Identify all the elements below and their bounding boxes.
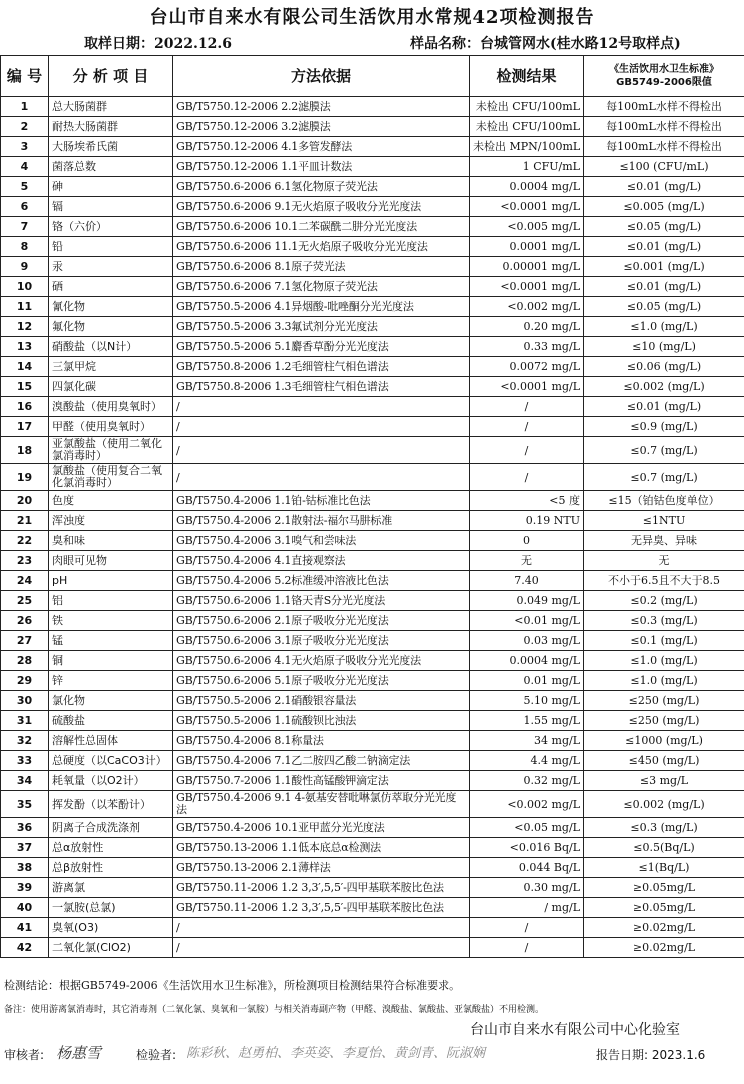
row-number: 6	[1, 197, 49, 217]
row-item: 汞	[49, 257, 173, 277]
row-number: 29	[1, 671, 49, 691]
table-row	[1, 651, 744, 671]
row-number: 32	[1, 731, 49, 751]
row-number: 24	[1, 571, 49, 591]
row-limit: 每100mL水样不得检出	[584, 117, 744, 137]
row-limit: ≤0.2 (mg/L)	[584, 591, 744, 611]
row-limit: ≤1NTU	[584, 511, 744, 531]
row-method: GB/T5750.12-2006 1.1平皿计数法	[173, 157, 470, 177]
row-result: /	[470, 464, 584, 491]
row-result: <0.0001 mg/L	[470, 277, 584, 297]
row-method: GB/T5750.6-2006 2.1原子吸收分光光度法	[173, 611, 470, 631]
table-row	[1, 571, 744, 591]
row-result: 0.20 mg/L	[470, 317, 584, 337]
table-row	[1, 818, 744, 838]
row-method: /	[173, 437, 470, 464]
table-row	[1, 217, 744, 237]
row-method: GB/T5750.6-2006 3.1原子吸收分光光度法	[173, 631, 470, 651]
row-method: /	[173, 464, 470, 491]
row-number: 8	[1, 237, 49, 257]
row-method: GB/T5750.5-2006 3.3氟试剂分光光度法	[173, 317, 470, 337]
row-result: 0.00001 mg/L	[470, 257, 584, 277]
row-result: <0.0001 mg/L	[470, 197, 584, 217]
row-result: <0.016 Bq/L	[470, 838, 584, 858]
table-row	[1, 97, 744, 117]
row-limit: ≤0.01 (mg/L)	[584, 177, 744, 197]
table-row	[1, 731, 744, 751]
row-method: GB/T5750.13-2006 1.1低本底总α检测法	[173, 838, 470, 858]
row-item: 锌	[49, 671, 173, 691]
reviewer-signature: 杨惠雪	[56, 1044, 102, 1062]
row-limit: ≤0.06 (mg/L)	[584, 357, 744, 377]
row-item: 肉眼可见物	[49, 551, 173, 571]
row-method: GB/T5750.5-2006 2.1硝酸银容量法	[173, 691, 470, 711]
row-limit: 不小于6.5且不大于8.5	[584, 571, 744, 591]
header-result: 检测结果	[470, 56, 584, 97]
row-method: GB/T5750.4-2006 5.2标准缓冲溶液比色法	[173, 571, 470, 591]
row-number: 2	[1, 117, 49, 137]
table-row	[1, 551, 744, 571]
table-row	[1, 751, 744, 771]
row-number: 30	[1, 691, 49, 711]
row-number: 28	[1, 651, 49, 671]
row-number: 27	[1, 631, 49, 651]
table-row	[1, 277, 744, 297]
row-number: 33	[1, 751, 49, 771]
row-limit: ≤0.3 (mg/L)	[584, 611, 744, 631]
row-result: 未检出 CFU/100mL	[470, 97, 584, 117]
row-result: 7.40	[470, 571, 584, 591]
row-limit: ≥0.05mg/L	[584, 878, 744, 898]
row-item: 色度	[49, 491, 173, 511]
table-row	[1, 531, 744, 551]
row-limit: ≤0.05 (mg/L)	[584, 217, 744, 237]
row-result: 0.32 mg/L	[470, 771, 584, 791]
row-result: 0.03 mg/L	[470, 631, 584, 651]
table-row	[1, 317, 744, 337]
row-number: 14	[1, 357, 49, 377]
report-date: 报告日期: 2023.1.6	[596, 1048, 706, 1062]
row-limit: ≤0.05 (mg/L)	[584, 297, 744, 317]
row-method: GB/T5750.4-2006 2.1散射法-福尔马肼标准	[173, 511, 470, 531]
row-result: <0.002 mg/L	[470, 791, 584, 818]
row-item: 溶解性总固体	[49, 731, 173, 751]
report-title: 台山市自来水有限公司生活饮用水常规42项检测报告	[149, 7, 595, 28]
row-number: 22	[1, 531, 49, 551]
lab-name: 台山市自来水有限公司中心化验室	[470, 1022, 680, 1038]
row-item: 砷	[49, 177, 173, 197]
reviewer-label: 审核者:	[4, 1048, 45, 1062]
row-item: 耐热大肠菌群	[49, 117, 173, 137]
table-row	[1, 711, 744, 731]
row-result: 0.30 mg/L	[470, 878, 584, 898]
row-result: /	[470, 437, 584, 464]
row-limit: ≤0.01 (mg/L)	[584, 277, 744, 297]
row-number: 42	[1, 938, 49, 958]
row-number: 18	[1, 437, 49, 464]
row-limit: ≤100 (CFU/mL)	[584, 157, 744, 177]
row-limit: ≤0.01 (mg/L)	[584, 237, 744, 257]
row-item: 三氯甲烷	[49, 357, 173, 377]
row-number: 3	[1, 137, 49, 157]
row-item: 菌落总数	[49, 157, 173, 177]
row-limit: ≤15（铂钴色度单位）	[584, 491, 744, 511]
row-number: 10	[1, 277, 49, 297]
row-number: 19	[1, 464, 49, 491]
row-result: 无	[470, 551, 584, 571]
row-method: GB/T5750.6-2006 10.1二苯碳酰二肼分光光度法	[173, 217, 470, 237]
row-item: 亚氯酸盐（使用二氧化氯消毒时）	[49, 437, 173, 464]
row-number: 25	[1, 591, 49, 611]
row-method: GB/T5750.5-2006 1.1硫酸钡比浊法	[173, 711, 470, 731]
row-item: 阴离子合成洗涤剂	[49, 818, 173, 838]
row-limit: ≤0.5(Bq/L)	[584, 838, 744, 858]
table-row	[1, 117, 744, 137]
row-result: /	[470, 938, 584, 958]
header-no: 编 号	[1, 56, 49, 97]
row-result: <5 度	[470, 491, 584, 511]
table-row	[1, 397, 744, 417]
row-method: /	[173, 938, 470, 958]
row-result: 34 mg/L	[470, 731, 584, 751]
row-item: 臭氧(O3)	[49, 918, 173, 938]
table-body	[1, 97, 744, 958]
row-number: 41	[1, 918, 49, 938]
row-result: 0.044 Bq/L	[470, 858, 584, 878]
row-limit: ≤250 (mg/L)	[584, 711, 744, 731]
table-row	[1, 878, 744, 898]
row-item: 总硬度（以CaCO3计）	[49, 751, 173, 771]
row-method: GB/T5750.4-2006 3.1嗅气和尝味法	[173, 531, 470, 551]
row-limit: ≤10 (mg/L)	[584, 337, 744, 357]
row-number: 38	[1, 858, 49, 878]
row-limit: 无	[584, 551, 744, 571]
row-method: GB/T5750.4-2006 9.1 4-氨基安替吡啉氯仿萃取分光光度法	[173, 791, 470, 818]
inspector-signatures: 陈彩秋、赵勇柏、李英姿、李夏怡、黄剑青、阮淑娴	[186, 1046, 486, 1061]
row-limit: ≤0.7 (mg/L)	[584, 437, 744, 464]
row-result: /	[470, 417, 584, 437]
row-number: 16	[1, 397, 49, 417]
row-method: GB/T5750.6-2006 11.1无火焰原子吸收分光光度法	[173, 237, 470, 257]
row-method: GB/T5750.6-2006 7.1氢化物原子荧光法	[173, 277, 470, 297]
row-method: /	[173, 397, 470, 417]
row-method: GB/T5750.4-2006 4.1直接观察法	[173, 551, 470, 571]
table-row	[1, 631, 744, 651]
row-result: <0.002 mg/L	[470, 297, 584, 317]
table-row	[1, 591, 744, 611]
row-limit: ≤1.0 (mg/L)	[584, 317, 744, 337]
row-item: 总β放射性	[49, 858, 173, 878]
sampling-date: 取样日期：2022.12.6	[84, 36, 232, 52]
row-result: 1.55 mg/L	[470, 711, 584, 731]
row-limit: ≥0.05mg/L	[584, 898, 744, 918]
row-result: 0.19 NTU	[470, 511, 584, 531]
row-method: GB/T5750.6-2006 1.1铬天青S分光光度法	[173, 591, 470, 611]
row-limit: 无异臭、异味	[584, 531, 744, 551]
row-number: 39	[1, 878, 49, 898]
row-result: 0.0004 mg/L	[470, 651, 584, 671]
row-limit: ≤0.9 (mg/L)	[584, 417, 744, 437]
row-method: GB/T5750.4-2006 7.1乙二胺四乙酸二钠滴定法	[173, 751, 470, 771]
row-item: 游离氯	[49, 878, 173, 898]
row-number: 17	[1, 417, 49, 437]
row-number: 13	[1, 337, 49, 357]
header-method: 方法依据	[173, 56, 470, 97]
row-limit: 每100mL水样不得检出	[584, 137, 744, 157]
row-item: 氯化物	[49, 691, 173, 711]
row-number: 31	[1, 711, 49, 731]
row-item: 硒	[49, 277, 173, 297]
table-row	[1, 157, 744, 177]
row-item: 二氧化氯(ClO2)	[49, 938, 173, 958]
row-number: 12	[1, 317, 49, 337]
row-number: 40	[1, 898, 49, 918]
row-number: 26	[1, 611, 49, 631]
row-result: 未检出 CFU/100mL	[470, 117, 584, 137]
table-row	[1, 671, 744, 691]
table-row	[1, 938, 744, 958]
row-limit: ≤0.1 (mg/L)	[584, 631, 744, 651]
row-limit: ≤0.01 (mg/L)	[584, 397, 744, 417]
row-result: 0.0001 mg/L	[470, 237, 584, 257]
row-number: 21	[1, 511, 49, 531]
table-row	[1, 357, 744, 377]
row-result: <0.05 mg/L	[470, 818, 584, 838]
row-number: 15	[1, 377, 49, 397]
row-method: GB/T5750.4-2006 1.1铂-钴标准比色法	[173, 491, 470, 511]
row-item: 镉	[49, 197, 173, 217]
row-method: GB/T5750.5-2006 4.1异烟酸-吡唑酮分光光度法	[173, 297, 470, 317]
row-number: 1	[1, 97, 49, 117]
row-item: 一氯胺(总氯)	[49, 898, 173, 918]
table-row	[1, 464, 744, 491]
row-method: GB/T5750.5-2006 5.1麝香草酚分光光度法	[173, 337, 470, 357]
row-method: GB/T5750.12-2006 2.2滤膜法	[173, 97, 470, 117]
row-result: 5.10 mg/L	[470, 691, 584, 711]
row-item: 铅	[49, 237, 173, 257]
row-number: 20	[1, 491, 49, 511]
row-item: 铁	[49, 611, 173, 631]
table-row	[1, 691, 744, 711]
row-method: GB/T5750.6-2006 9.1无火焰原子吸收分光光度法	[173, 197, 470, 217]
row-limit: ≥0.02mg/L	[584, 918, 744, 938]
table-row	[1, 297, 744, 317]
table-row	[1, 377, 744, 397]
remark-text: 备注：使用游离氯消毒时，其它消毒剂（二氧化氯、臭氧和一氯胺）与相关消毒副产物（甲醛、溴酸盐、氯酸盐、亚氯酸盐）不用检测。	[4, 1005, 545, 1015]
row-item: 氯酸盐（使用复合二氧化氯消毒时）	[49, 464, 173, 491]
table-row	[1, 858, 744, 878]
row-result: 0.0072 mg/L	[470, 357, 584, 377]
table-row	[1, 237, 744, 257]
table-row	[1, 491, 744, 511]
sample-name: 样品名称：台城管网水(桂水路12号取样点)	[410, 36, 681, 52]
row-item: 甲醛（使用臭氧时）	[49, 417, 173, 437]
row-limit: ≤0.002 (mg/L)	[584, 377, 744, 397]
row-item: 硝酸盐（以N计）	[49, 337, 173, 357]
results-table	[0, 55, 744, 958]
row-limit: 每100mL水样不得检出	[584, 97, 744, 117]
row-number: 9	[1, 257, 49, 277]
row-item: 铝	[49, 591, 173, 611]
table-row	[1, 437, 744, 464]
row-item: 氟化物	[49, 317, 173, 337]
row-item: 硫酸盐	[49, 711, 173, 731]
table-row	[1, 417, 744, 437]
table-row	[1, 177, 744, 197]
row-method: GB/T5750.6-2006 6.1氢化物原子荧光法	[173, 177, 470, 197]
row-limit: ≤0.001 (mg/L)	[584, 257, 744, 277]
table-row	[1, 898, 744, 918]
table-header-row	[1, 56, 744, 97]
row-result: <0.01 mg/L	[470, 611, 584, 631]
table-row	[1, 337, 744, 357]
header-standard: 《生活饮用水卫生标准》 GB5749-2006限值	[584, 56, 744, 97]
table-row	[1, 137, 744, 157]
inspector-label: 检验者:	[136, 1048, 177, 1062]
row-limit: ≤1.0 (mg/L)	[584, 671, 744, 691]
row-limit: ≥0.02mg/L	[584, 938, 744, 958]
row-result: 未检出 MPN/100mL	[470, 137, 584, 157]
table-row	[1, 511, 744, 531]
row-item: 溴酸盐（使用臭氧时）	[49, 397, 173, 417]
row-item: 耗氧量（以O2计）	[49, 771, 173, 791]
row-number: 36	[1, 818, 49, 838]
row-method: GB/T5750.11-2006 1.2 3,3′,5,5′-四甲基联苯胺比色法	[173, 898, 470, 918]
row-result: 0.049 mg/L	[470, 591, 584, 611]
row-item: pH	[49, 571, 173, 591]
row-number: 23	[1, 551, 49, 571]
row-result: 0	[470, 531, 584, 551]
row-item: 大肠埃希氏菌	[49, 137, 173, 157]
row-method: GB/T5750.12-2006 3.2滤膜法	[173, 117, 470, 137]
row-item: 铬（六价）	[49, 217, 173, 237]
table-row	[1, 791, 744, 818]
row-item: 总α放射性	[49, 838, 173, 858]
row-method: GB/T5750.12-2006 4.1多管发酵法	[173, 137, 470, 157]
row-result: / mg/L	[470, 898, 584, 918]
row-limit: ≤0.002 (mg/L)	[584, 791, 744, 818]
row-item: 锰	[49, 631, 173, 651]
conclusion-text: 检测结论：根据GB5749-2006《生活饮用水卫生标准》，所检测项目检测结果符合标准要求。	[4, 979, 461, 992]
row-limit: ≤1(Bq/L)	[584, 858, 744, 878]
row-number: 37	[1, 838, 49, 858]
row-limit: ≤1.0 (mg/L)	[584, 651, 744, 671]
row-item: 铜	[49, 651, 173, 671]
row-item: 浑浊度	[49, 511, 173, 531]
row-limit: ≤3 mg/L	[584, 771, 744, 791]
row-limit: ≤0.005 (mg/L)	[584, 197, 744, 217]
row-number: 34	[1, 771, 49, 791]
row-limit: ≤450 (mg/L)	[584, 751, 744, 771]
row-method: GB/T5750.8-2006 1.2毛细管柱气相色谱法	[173, 357, 470, 377]
row-item: 臭和味	[49, 531, 173, 551]
row-method: GB/T5750.6-2006 5.1原子吸收分光光度法	[173, 671, 470, 691]
row-method: GB/T5750.8-2006 1.3毛细管柱气相色谱法	[173, 377, 470, 397]
table-row	[1, 838, 744, 858]
row-number: 7	[1, 217, 49, 237]
row-item: 氰化物	[49, 297, 173, 317]
row-result: <0.0001 mg/L	[470, 377, 584, 397]
row-number: 11	[1, 297, 49, 317]
row-limit: ≤0.3 (mg/L)	[584, 818, 744, 838]
row-method: GB/T5750.7-2006 1.1酸性高锰酸钾滴定法	[173, 771, 470, 791]
row-result: 0.0004 mg/L	[470, 177, 584, 197]
row-result: 0.01 mg/L	[470, 671, 584, 691]
row-result: 4.4 mg/L	[470, 751, 584, 771]
row-result: <0.005 mg/L	[470, 217, 584, 237]
header-item: 分 析 项 目	[49, 56, 173, 97]
row-result: 1 CFU/mL	[470, 157, 584, 177]
row-item: 总大肠菌群	[49, 97, 173, 117]
row-result: /	[470, 397, 584, 417]
row-method: GB/T5750.4-2006 8.1称量法	[173, 731, 470, 751]
table-row	[1, 771, 744, 791]
row-result: 0.33 mg/L	[470, 337, 584, 357]
row-number: 4	[1, 157, 49, 177]
row-method: GB/T5750.4-2006 10.1亚甲蓝分光光度法	[173, 818, 470, 838]
row-result: /	[470, 918, 584, 938]
table-row	[1, 611, 744, 631]
row-number: 35	[1, 791, 49, 818]
row-method: GB/T5750.6-2006 4.1无火焰原子吸收分光光度法	[173, 651, 470, 671]
row-method: GB/T5750.6-2006 8.1原子荧光法	[173, 257, 470, 277]
row-limit: ≤1000 (mg/L)	[584, 731, 744, 751]
row-number: 5	[1, 177, 49, 197]
row-item: 挥发酚（以苯酚计）	[49, 791, 173, 818]
row-limit: ≤250 (mg/L)	[584, 691, 744, 711]
row-method: GB/T5750.11-2006 1.2 3,3′,5,5′-四甲基联苯胺比色法	[173, 878, 470, 898]
row-method: /	[173, 918, 470, 938]
row-item: 四氯化碳	[49, 377, 173, 397]
row-method: GB/T5750.13-2006 2.1薄样法	[173, 858, 470, 878]
row-method: /	[173, 417, 470, 437]
table-row	[1, 197, 744, 217]
table-row	[1, 257, 744, 277]
row-limit: ≤0.7 (mg/L)	[584, 464, 744, 491]
table-row	[1, 918, 744, 938]
